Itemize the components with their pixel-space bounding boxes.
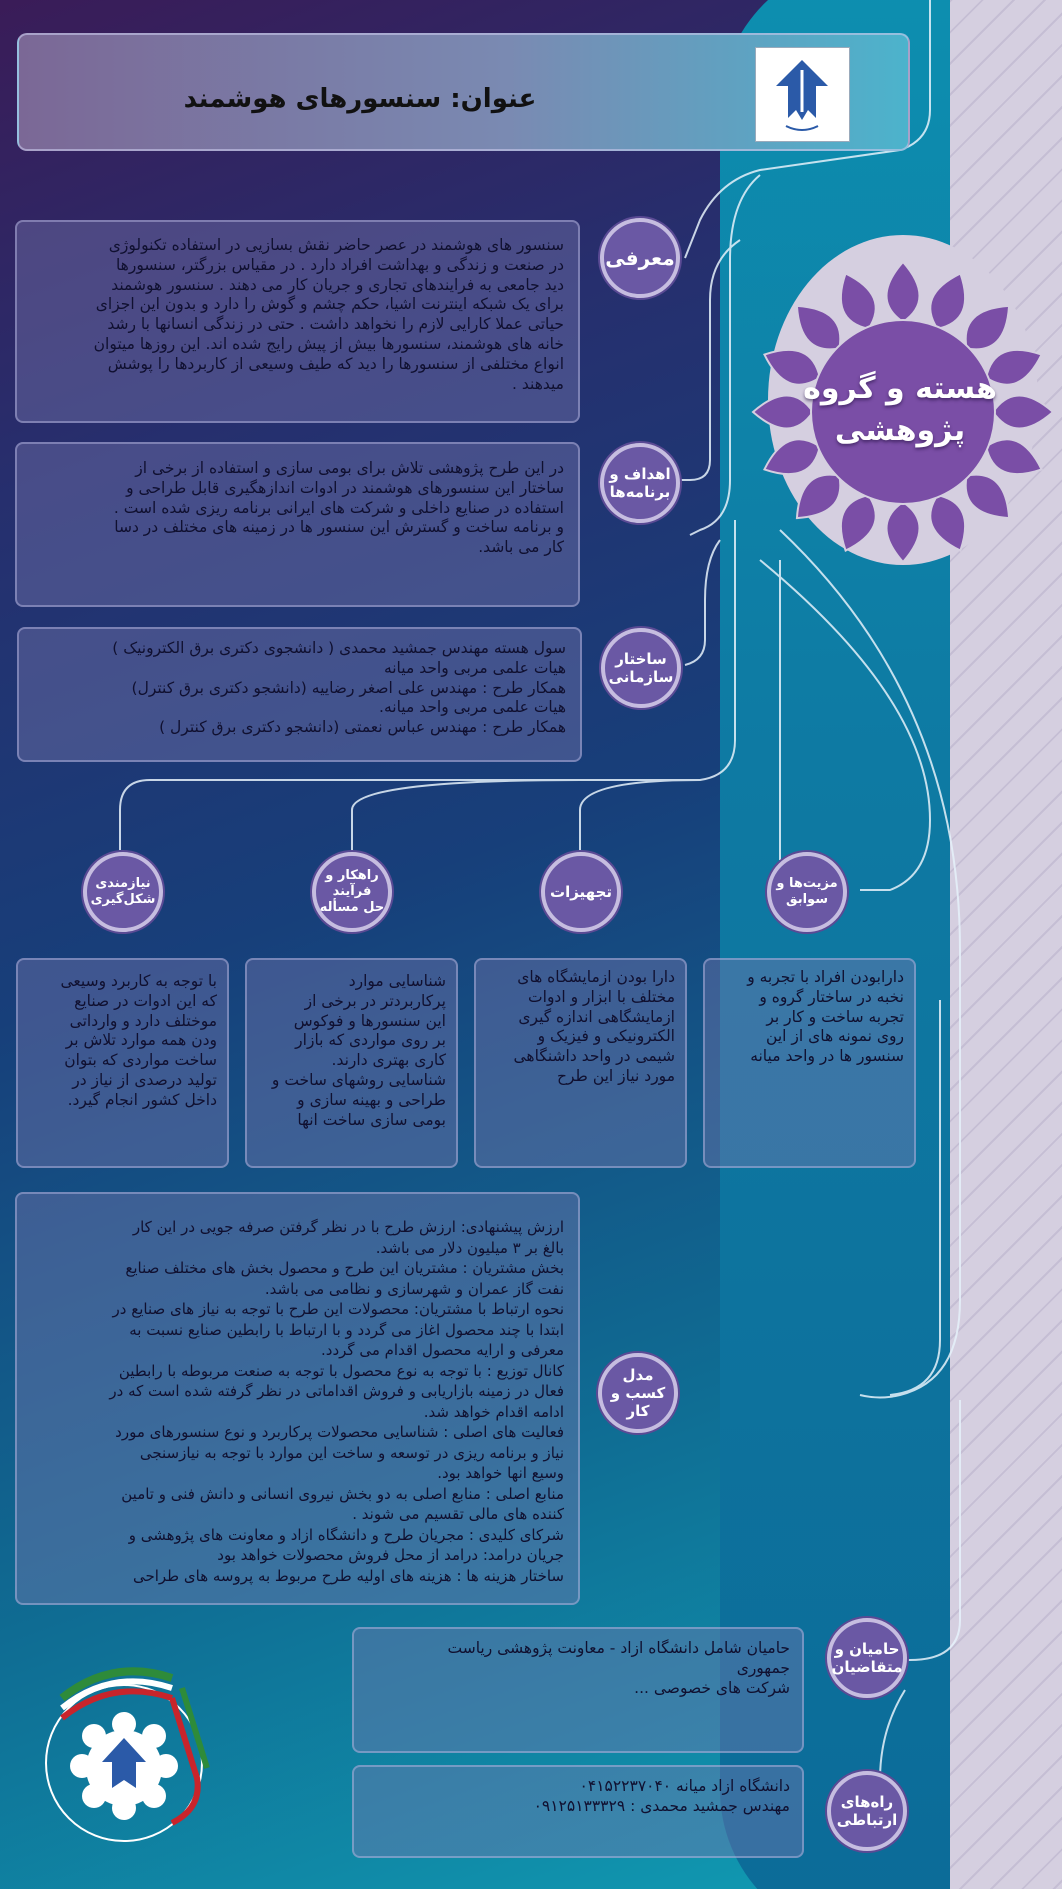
advantages-badge: مزیت‌ها و سوابق: [767, 852, 847, 932]
org-badge: ساختار سازمانی: [601, 628, 681, 708]
anniversary-emblem: [22, 1638, 227, 1863]
needs-panel: [16, 958, 229, 1168]
contact-text: دانشگاه ازاد میانه ۰۴۱۵۲۲۳۷۰۴۰ مهندس جمشید محمدی : ۰۹۱۲۵۱۳۳۳۲۹: [533, 1777, 790, 1815]
university-logo: [755, 47, 850, 142]
solution-badge: راهکار و فرآیند حل مسأله: [312, 852, 392, 932]
equipment-text: دارا بودن ازمایشگاه های مختلف با ابزار و ادوات ازمایشگاهی اندازه گیری الکترونیکی و فیزیک و شیمی در واحد داشنگاهی مورد نیاز این طرح: [513, 968, 675, 1085]
intro-badge: معرفی: [600, 218, 680, 298]
solution-panel: [245, 958, 458, 1168]
sponsors-badge: حامیان و متقاضیان: [827, 1618, 907, 1698]
goals-text: در این طرح پژوهشی تلاش برای بومی سازی و استفاده از برخی از ساختار این سنسورهای هوشمند در ادوات اندازهگیری قابل طراحی و استفاده در صنایع داخلی و شرکت های ایرانی برنامه ریزی شده است . و برنامه ساخت و گسترش این سنسور ها در زمینه های مختلف در دسا کار می باشد.: [113, 459, 564, 557]
intro-panel: [15, 220, 580, 423]
contact-panel: [352, 1765, 804, 1858]
solution-text: شناسایی موارد پرکاربردتر در برخی از این سنسورها و فوکوس بر روی مواردی که بازار کاری بهتری دارند. شناسایی روشهای ساخت و طراحی و بهینه سازی و بومی سازی ساخت انها: [271, 972, 446, 1129]
anniversary-emblem-icon: [22, 1638, 227, 1863]
goals-panel: [15, 442, 580, 607]
center-title: هسته و گروه پژوهشی: [803, 371, 997, 448]
page-title: عنوان: سنسورهای هوشمند: [183, 84, 537, 114]
university-logo-icon: [756, 48, 849, 141]
goals-badge: اهداف و برنامه‌ها: [600, 443, 680, 523]
business-panel: [15, 1192, 580, 1605]
org-panel: [17, 627, 582, 762]
org-text: سول هسته مهندس جمشید محمدی ( دانشجوی دکتری برق الکترونیک ) هیات علمی مربی واحد میانه همکار طرح : مهندس علی اصغر رضاییه (دانشجو دکتری برق کنترل) هیات علمی مربی واحد میانه. همکار طرح : مهندس عباس نعمتی (دانشجو دکتری برق کنترل ): [112, 639, 566, 737]
intro-text: سنسور های هوشمند در عصر حاضر نقش بسازیی در استفاده تکنولوژی در صنعت و زندگی و بهداشت افراد دارد . در مقیاس بزرگتر، سنسورها دید جامعی به فرایندهای تجاری و جریان کار می دهند . سنسور هوشمند برای یک شبکه اینترنت اشیا، حکم چشم و گوش را دارد و بدون این اجزای حیاتی عملا کارایی لازم را نخواهد داشت . حتی در زندگی انسانها با رشد خانه های هوشمند، سنسورها بیش از پیش رایج شده اند. این روزها میتوان انواع مختلفی از سنسورها را دید که طیف وسیعی از کاربردها را پوشش میدهند .: [93, 236, 564, 393]
business-badge: مدل کسب و کار: [598, 1353, 678, 1433]
advantages-text: دارابودن افراد با تجربه و نخبه در ساختار گروه و تجربه ساخت و کار بر روی نمونه های از این سنسور ها در واحد میانه: [747, 968, 904, 1066]
sponsors-text: حامیان شامل دانشگاه ازاد - معاونت پژوهشی ریاست جمهوری شرکت های خصوصی ...: [447, 1639, 790, 1697]
contact-badge: راه‌های ارتباطی: [827, 1771, 907, 1851]
needs-badge: نیازمندی شکل‌گیری: [83, 852, 163, 932]
advantages-panel: [703, 958, 916, 1168]
equipment-badge: تجهیزات: [541, 852, 621, 932]
business-text: ارزش پیشنهادی: ارزش طرح با در نظر گرفتن صرفه جویی در این کار بالغ بر ۳ میلیون دلار می باشد. بخش مشتریان : مشتریان این طرح و محصول بخش های مختلف صنایع نفت گاز عمران و شهرسازی و نظامی می باشد. نحوه ارتباط با مشتریان: محصولات این طرح با توجه به نیاز های صنایع در ابتدا با چند محصول اغاز می گردد و با ارتباط با رابطین صنایع نسبت به معرفی و ارایه محصول اقدام می گردد. کانال توزیع : با توجه به نوع محصول با توجه به صنعت مربوطه با رابطین فعال در زمینه بازاریابی و فروش اقداماتی در نظر گرفته شده است که در ادامه اقدام خواهد شد. فعالیت های اصلی : شناسایی محصولات پرکاربرد و نوع سنسورهای مورد نیاز و برنامه ریزی در توسعه و ساخت این موارد با توجه به نیازسنجی وسیع انها خواهد بود. منابع اصلی : منابع اصلی به دو بخش نیروی انسانی و دانش فنی و تامین کننده های مالی تقسیم می شوند . شرکای کلیدی : مجریان طرح و دانشگاه ازاد و معاونت های پژوهشی و جریان درامد: درامد از محل فروش محصولات خواهد بود ساختار هزینه ها : هزینه های اولیه طرح مربوط به پروسه های طراحی: [109, 1218, 564, 1585]
sponsors-panel: [352, 1627, 804, 1753]
equipment-panel: [474, 958, 687, 1168]
needs-text: با توجه به کاربرد وسیعی که این ادوات در صنایع موختلف دارد و وارداتی ودن همه موارد تلاش بر ساخت مواردی که بتوان تولید درصدی از نیاز در داخل کشور انجام گیرد.: [60, 972, 217, 1109]
